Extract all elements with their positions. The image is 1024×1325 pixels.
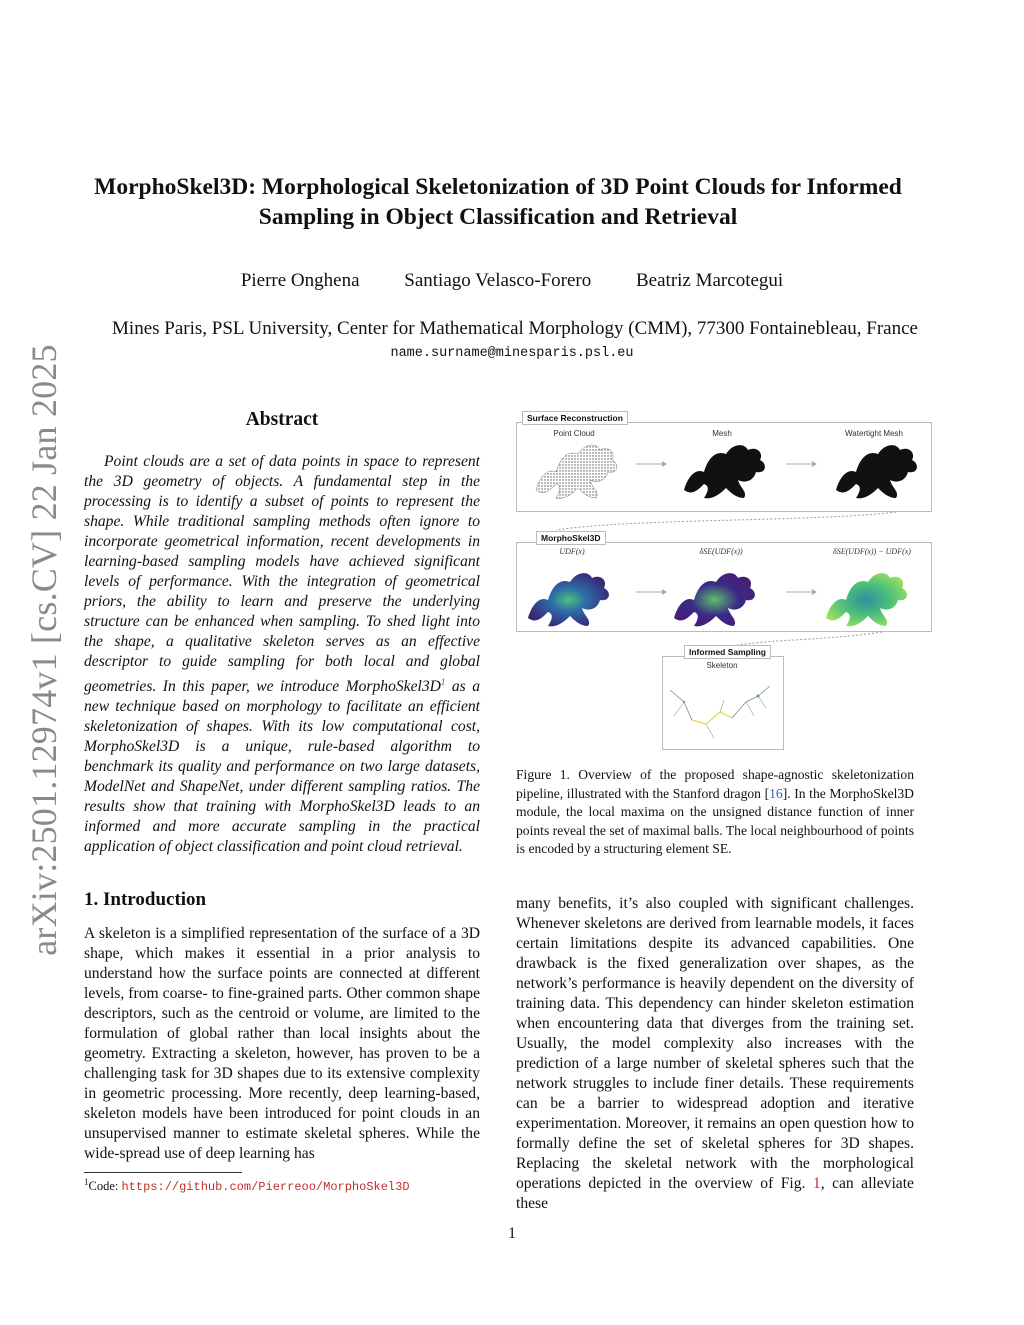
difference-dragon bbox=[826, 573, 907, 626]
intro-right-before: many benefits, it’s also coupled with significant challenges. Whenever skeletons are derived from learnable models, it faces certain limitations despite its advanced capabilities. One drawback is the fixed generalization over shapes, as the network’s performance is heavily dependent on the diversity of training data. This dependency can hinder skeleton estimation when encountering data that diverges from the training set. Usually, the model complexity also increases with the prediction of a large number of skeletal spheres such that the network struggles to include finer details. These requirements can be a barrier to widespread adoption and iterative experimentation. Moreover, it remains an open question how to formally define the set of skeletal spheres for 3D shapes. Replacing the skeletal network with the morphological operations depicted in the overview of Fig. bbox=[516, 895, 914, 1192]
citation-16-link[interactable]: 16 bbox=[769, 785, 783, 801]
title-line-2: Sampling in Object Classification and Retrieval bbox=[258, 204, 738, 230]
label-dilation-minus-udf: δSE(UDF(x)) − UDF(x) bbox=[833, 547, 911, 556]
title-line-1: MorphoSkel3D: Morphological Skeletonization of 3D Point Clouds for Informed bbox=[94, 174, 902, 200]
footnote-number: 1 bbox=[84, 1177, 89, 1187]
section-heading-introduction: 1. Introduction bbox=[84, 889, 207, 910]
label-udf: UDF(x) bbox=[559, 547, 585, 556]
label-mesh: Mesh bbox=[712, 429, 732, 438]
figure-1 bbox=[516, 410, 932, 755]
connector-1 bbox=[516, 510, 930, 532]
page-number: 1 bbox=[508, 1225, 516, 1242]
arrow-3-head bbox=[662, 589, 667, 595]
footnote-divider bbox=[84, 1172, 242, 1173]
skeleton-illustration bbox=[662, 672, 782, 746]
panel-tag-informed: Informed Sampling bbox=[684, 645, 771, 659]
author-1: Pierre Onghena bbox=[240, 270, 360, 291]
dilated-udf-dragon bbox=[674, 573, 755, 626]
paper-title bbox=[60, 172, 936, 232]
author-2: Santiago Velasco-Forero bbox=[404, 270, 592, 291]
intro-paragraph-left: A skeleton is a simplified representation of the surface of a 3D shape, which makes it essential in a prior analysis to understand how the surface points are connected at different levels, from coarse- to fine-grained parts. Other common shape descriptors, such as the centroid or volume, are limited to the formulation of global rather than local insights about the geometry. Extracting a skeleton, however, has proven to be a challenging task for 3D shapes due to its extensive complexity in geometric processing. More recently, deep learning-based, skeleton models have been introduced for point clouds in an unsupervised manner to estimate skeletal spheres. While the wide-spread use of deep learning has bbox=[84, 925, 480, 1162]
footnote-mark-link[interactable]: 1 bbox=[440, 677, 446, 687]
code-url-link[interactable]: https://github.com/Pierreoo/MorphoSkel3D bbox=[121, 1180, 410, 1195]
abstract-text-after: as a new technique based on morphology to facilitate an efficient skeletonization of shapes. With its low computational cost, MorphoSkel3D is a unique, rule-based algorithm to benchmark its quality and performance on two large datasets, ModelNet and ShapeNet, under different sampling ratios. The results show that training with MorphoSkel3D leads to an informed and more accurate sampling in the practical application of object classification and point cloud retrieval. bbox=[84, 678, 480, 856]
caption-before: Figure 1. Overview of the proposed shape-agnostic skeletonization pipeline, illustrated with the Stanford dragon [ bbox=[516, 767, 914, 801]
arxiv-id: arXiv:2501.12974v1 [cs.CV] 22 Jan 2025 bbox=[24, 344, 64, 956]
arrow-2-head bbox=[812, 461, 817, 467]
abstract-text bbox=[84, 452, 480, 857]
caption-after: ]. In the MorphoSkel3D module, the local maxima on the unsigned distance function of inner points reveal the set of maximal balls. The local neighbourhood of points is encoded by a structuring element SE. bbox=[516, 785, 914, 856]
footnote bbox=[84, 1177, 410, 1194]
figure-1-caption bbox=[516, 766, 914, 859]
abstract-text-before: Point clouds are a set of data points in space to represent the 3D geometry of objects. A fundamental step in the processing is to identify a subset of points to represent the shape. While traditional sampling methods often ignore to incorporate geometrical information, recent developments in learning-based sampling models have achieved significant levels of performance. With the integration of geometrical priors, the ability to learn and preserve the underlying structure can be enhanced when sampling. To shed light into the shape, a qualitative skeleton serves as an effective descriptor to guide sampling for both local and global geometries. In this paper, we introduce MorphoSkel3D bbox=[84, 453, 480, 696]
arxiv-stamp bbox=[22, 344, 66, 956]
udf-dragon bbox=[528, 573, 609, 626]
footnote-label: Code: bbox=[88, 1179, 122, 1194]
label-watertight-mesh: Watertight Mesh bbox=[845, 429, 903, 438]
intro-paragraph-right bbox=[516, 894, 914, 1214]
affiliation: Mines Paris, PSL University, Center for Mathematical Morphology (CMM), 77300 Fontainebleau, France bbox=[112, 318, 918, 339]
author-email: name.surname@minesparis.psl.eu bbox=[390, 346, 634, 361]
panel-tag-morphoskel: MorphoSkel3D bbox=[536, 531, 606, 545]
label-dilation-udf: δSE(UDF(x)) bbox=[699, 547, 743, 556]
watertight-mesh-dragon bbox=[836, 445, 917, 498]
panel-tag-surface: Surface Reconstruction bbox=[522, 411, 628, 425]
author-list bbox=[0, 270, 1024, 292]
label-skeleton: Skeleton bbox=[706, 661, 738, 670]
label-point-cloud: Point Cloud bbox=[553, 429, 595, 438]
arrow-4-head bbox=[812, 589, 817, 595]
intro-right-after: , can alleviate these bbox=[516, 1175, 914, 1212]
point-cloud-dragon bbox=[536, 445, 617, 498]
figure-ref-link[interactable]: 1 bbox=[812, 1175, 821, 1192]
arrow-1-head bbox=[662, 461, 667, 467]
abstract-heading: Abstract bbox=[245, 409, 319, 430]
morphoskel-illustration bbox=[516, 542, 930, 630]
mesh-dragon bbox=[684, 445, 765, 498]
author-3: Beatriz Marcotegui bbox=[636, 270, 784, 291]
surface-reconstruction-illustration bbox=[516, 422, 930, 510]
